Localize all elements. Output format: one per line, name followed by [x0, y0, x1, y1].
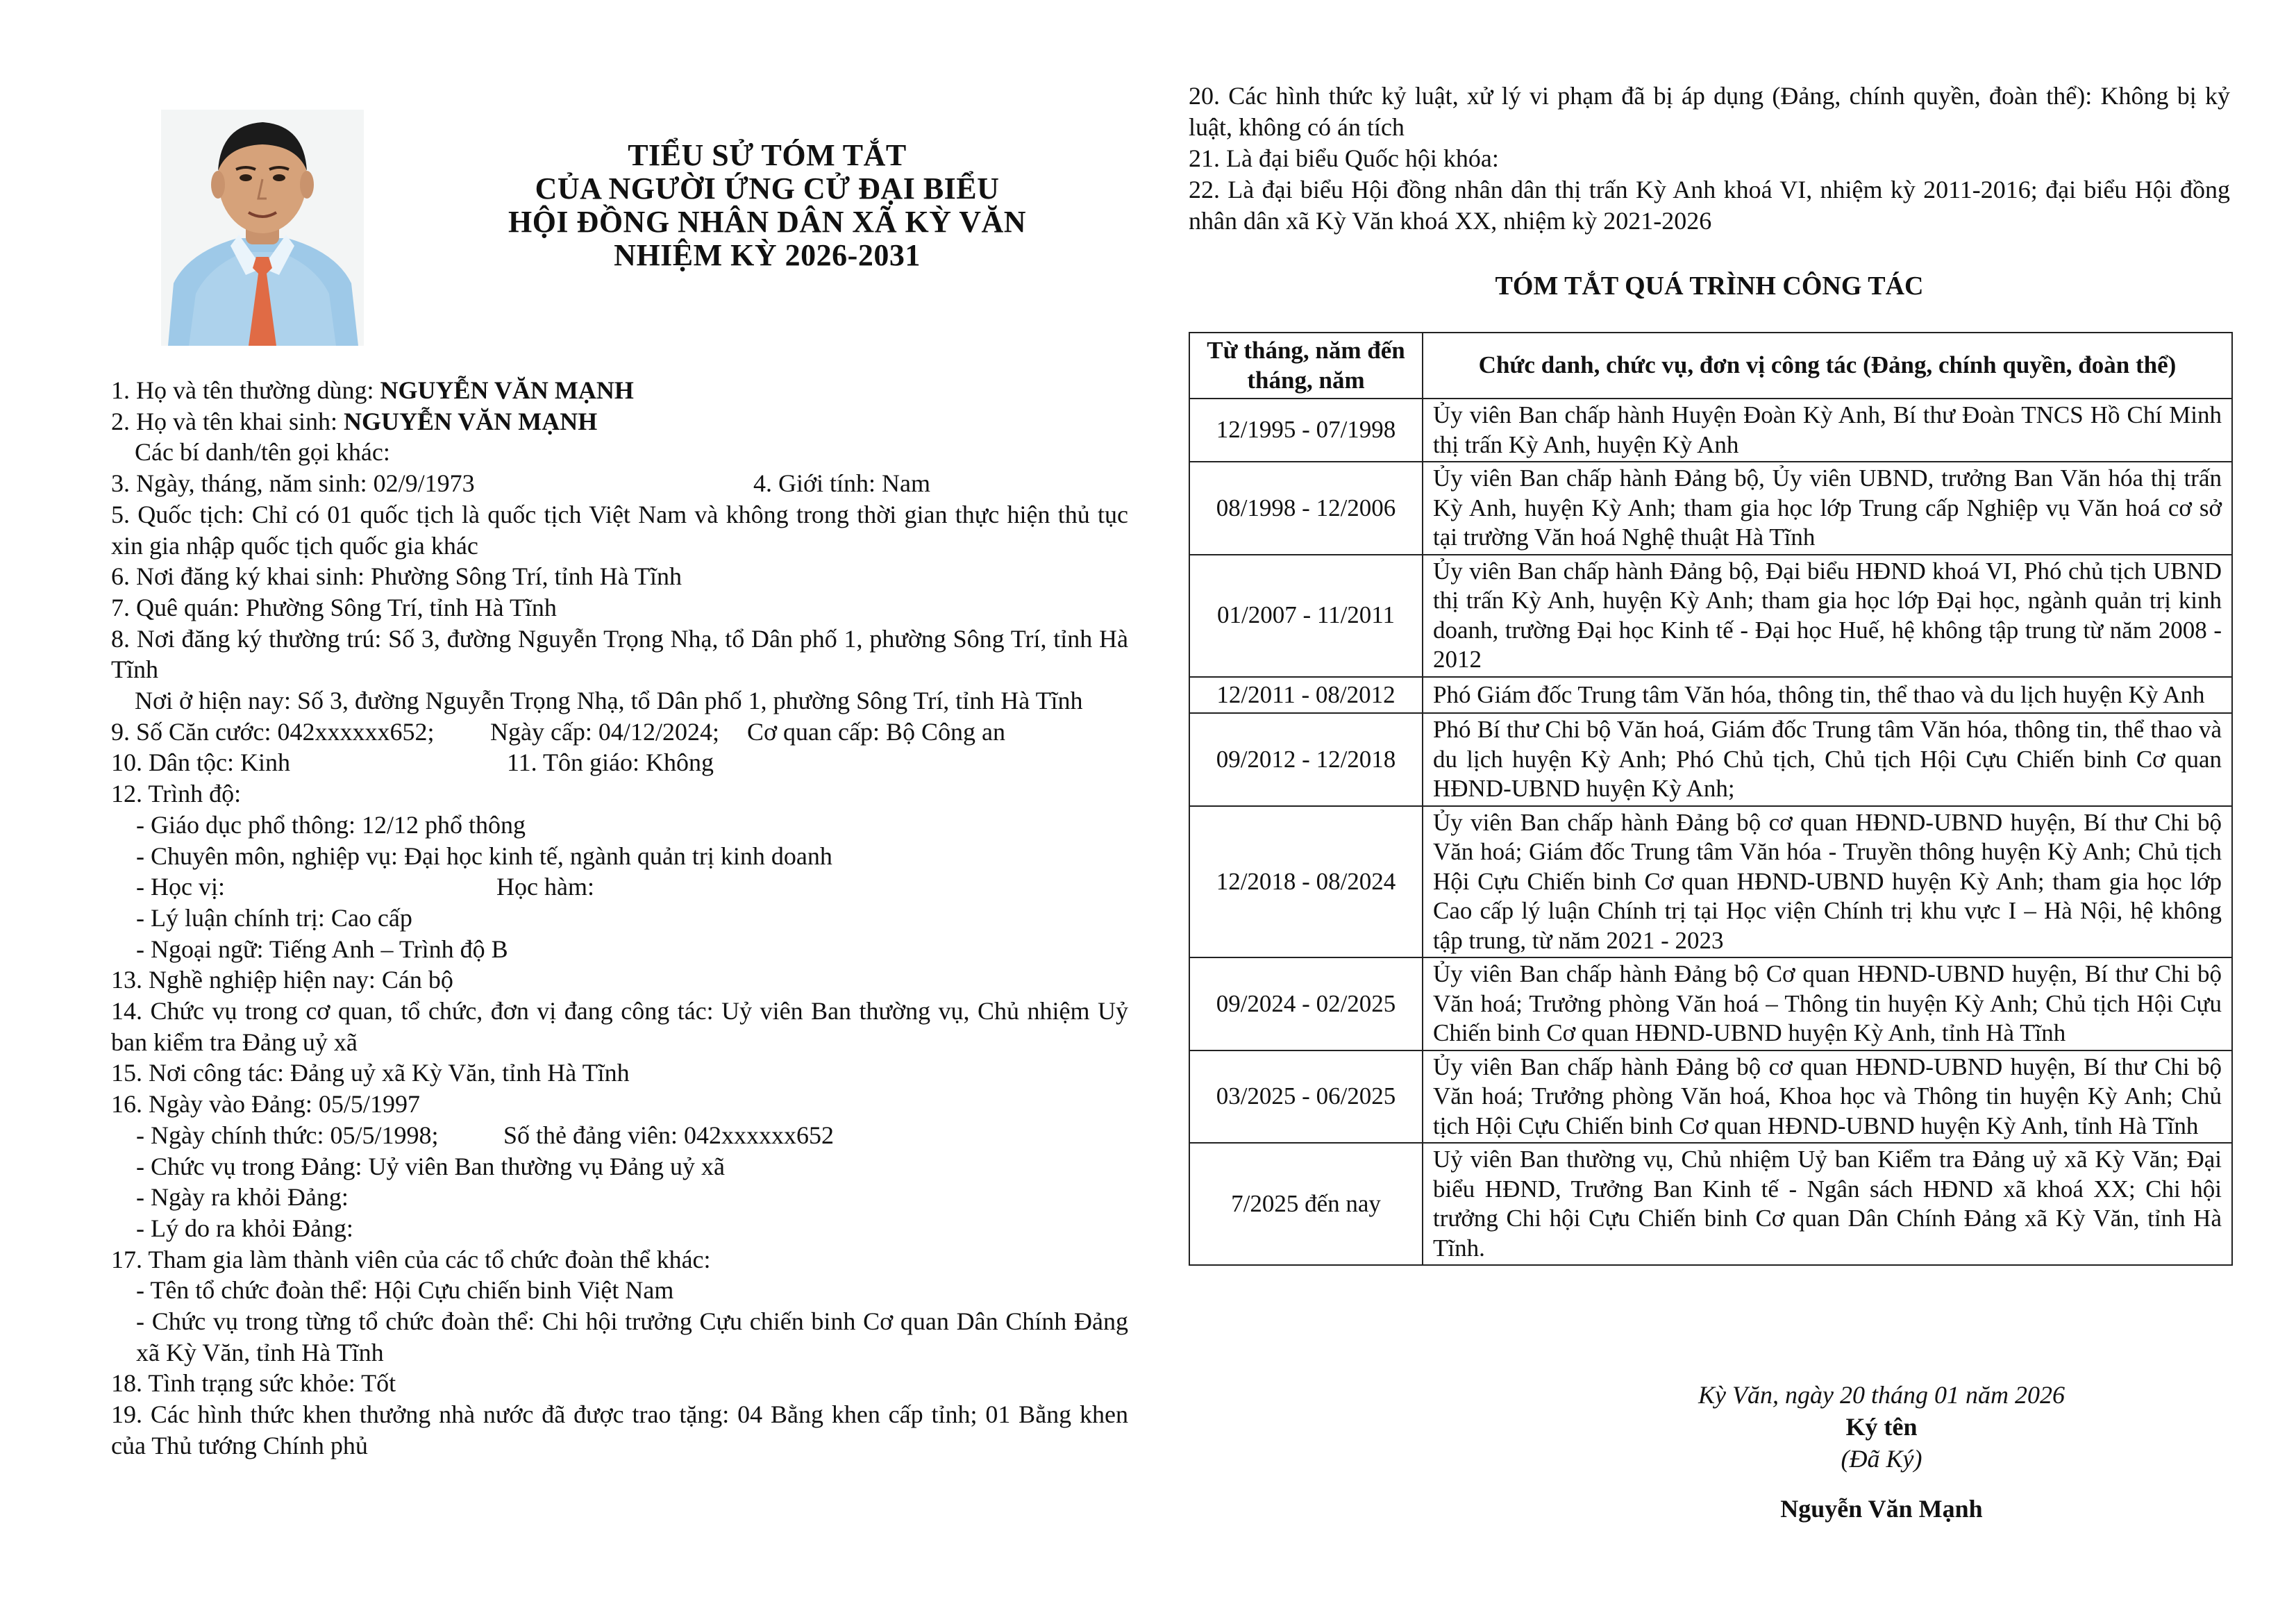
info-degree-row: [111, 871, 1128, 903]
info-foreign-language: - Ngoại ngữ: Tiếng Anh – Trình độ B: [136, 935, 508, 963]
info-party-position: - Chức vụ trong Đảng: Uỷ viên Ban thường vụ Đảng uỷ xã: [136, 1152, 725, 1180]
signer-name: Nguyễn Văn Mạnh: [1780, 1495, 1983, 1523]
description-cell: Ủy viên Ban chấp hành Đảng bộ, Ủy viên UBND, trưởng Ban Văn hóa thị trấn Kỳ Anh, huyện Kỳ Anh; tham gia học lớp Trung cấp Nghiệp vụ Văn hoá cơ sở tại trường Văn hoá Nghệ thuật Hà Tĩnh: [1423, 462, 2232, 555]
info-ethnicity-religion-row: [111, 747, 1128, 778]
description-cell: Ủy viên Ban chấp hành Đảng bộ Cơ quan HĐND-UBND huyện, Bí thư Chi bộ Văn hoá; Trưởng phòng Văn hoá – Thông tin huyện Kỳ Anh; Chủ tịch Hội Cựu Chiến binh Cơ quan HĐND-UBND huyện Kỳ Anh, tỉnh Hà Tĩnh: [1423, 957, 2232, 1050]
info-dob: 3. Ngày, tháng, năm sinh: 02/9/1973: [111, 469, 475, 498]
period-cell: 08/1998 - 12/2006: [1189, 462, 1423, 555]
table-row: [1189, 399, 2232, 462]
description-cell: Phó Bí thư Chi bộ Văn hoá, Giám đốc Trung tâm Văn hóa, thông tin, thể thao và du lịch huyện Kỳ Anh; Phó Chủ tịch, Chủ tịch Hội Cựu Chiến binh Cơ quan HĐND-UBND huyện Kỳ Anh;: [1423, 713, 2232, 806]
title-line-3: HỘI ĐỒNG NHÂN DÂN XÃ KỲ VĂN: [508, 205, 1027, 239]
info-position: 14. Chức vụ trong cơ quan, tổ chức, đơn vị đang công tác: Uỷ viên Ban thường vụ, Chủ nhiệm Uỷ ban kiểm tra Đảng uỷ xã: [111, 997, 1128, 1056]
table-header-row: [1189, 333, 2232, 399]
info-health: 18. Tình trạng sức khỏe: Tốt: [111, 1369, 396, 1398]
info-party-leave-reason: - Lý do ra khỏi Đảng:: [136, 1214, 353, 1242]
info-party-join-date: 16. Ngày vào Đảng: 05/5/1997: [111, 1090, 420, 1119]
info-religion: 11. Tôn giáo: Không: [507, 748, 714, 777]
work-history-heading: TÓM TẮT QUÁ TRÌNH CÔNG TÁC: [1495, 271, 1924, 301]
info-political-theory: - Lý luận chính trị: Cao cấp: [136, 903, 412, 932]
info-nationality: 5. Quốc tịch: Chỉ có 01 quốc tịch là quốc tịch Việt Nam và không trong thời gian thực hiện thủ tục xin gia nhập quốc tịch quốc gia khác: [111, 500, 1128, 560]
period-cell: 7/2025 đến nay: [1189, 1143, 1423, 1265]
info-current-residence: Nơi ở hiện nay: Số 3, đường Nguyễn Trọng Nhạ, tổ Dân phố 1, phường Sông Trí, tỉnh Hà Tĩnh: [135, 687, 1083, 715]
info-occupation: 13. Nghề nghiệp hiện nay: Cán bộ: [111, 966, 453, 994]
table-row: [1189, 555, 2232, 677]
info-workplace: 15. Nơi công tác: Đảng uỷ xã Kỳ Văn, tỉnh Hà Tĩnh: [111, 1059, 630, 1087]
info-organization-name: - Tên tổ chức đoàn thể: Hội Cựu chiến binh Việt Nam: [136, 1276, 674, 1305]
info-party-official-date: - Ngày chính thức: 05/5/1998;: [136, 1121, 439, 1149]
table-row: [1189, 462, 2232, 555]
period-cell: 01/2007 - 11/2011: [1189, 555, 1423, 677]
info-degree: - Học vị:: [136, 873, 225, 901]
full-name-value: NGUYỄN VĂN MẠNH: [380, 376, 634, 404]
description-cell: Ủy viên Ban chấp hành Đảng bộ cơ quan HĐND-UBND huyện, Bí thư Chi bộ Văn hoá; Trưởng phòng Văn hoá, Khoa học và Thông tin huyện Kỳ Anh; Chủ tịch Hội Cựu Chiến binh Cơ quan HĐND-UBND huyện Kỳ Anh, tỉnh Hà Tĩnh: [1423, 1050, 2232, 1144]
info-ethnicity: 10. Dân tộc: Kinh: [111, 748, 290, 777]
info-hometown: 7. Quê quán: Phường Sông Trí, tỉnh Hà Tĩnh: [111, 593, 557, 621]
period-cell: 12/2011 - 08/2012: [1189, 677, 1423, 714]
info-organizations-heading: 17. Tham gia làm thành viên của các tổ chức đoàn thể khác:: [111, 1245, 711, 1273]
description-cell: Ủy viên Ban chấp hành Đảng bộ cơ quan HĐND-UBND huyện, Bí thư Chi bộ Văn hoá; Giám đốc Trung tâm Văn hóa - Truyền thông huyện Kỳ Anh; Chủ tịch Hội Cựu Chiến binh Cơ quan HĐND-UBND huyện Kỳ Anh; tham gia học lớp Cao cấp lý luận Chính trị tại Học viện Chính trị khu vực I – Hà Nội, hệ không tập trung, từ năm 2021 - 2023: [1423, 806, 2232, 958]
signature-block: [1590, 1379, 2173, 1525]
work-history-table: [1189, 332, 2233, 1266]
info-national-assembly: 21. Là đại biểu Quốc hội khóa:: [1189, 144, 1499, 172]
info-id-issuer: Cơ quan cấp: Bộ Công an: [747, 717, 1005, 746]
table-row: [1189, 1050, 2232, 1144]
right-column-info: [1189, 81, 2230, 237]
info-general-education: - Giáo dục phổ thông: 12/12 phổ thông: [136, 810, 526, 839]
place-date: Kỳ Văn, ngày 20 tháng 01 năm 2026: [1698, 1381, 2065, 1409]
info-discipline: 20. Các hình thức kỷ luật, xử lý vi phạm đã bị áp dụng (Đảng, chính quyền, đoàn thể): Không bị kỷ luật, không có án tích: [1189, 82, 2230, 141]
period-cell: 03/2025 - 06/2025: [1189, 1050, 1423, 1144]
info-id-issue-date: Ngày cấp: 04/12/2024;: [490, 717, 719, 746]
title-line-4: NHIỆM KỲ 2026-2031: [614, 238, 921, 272]
info-id-row: [111, 717, 1128, 748]
column-header-position: Chức danh, chức vụ, đơn vị công tác (Đảng, chính quyền, đoàn thể): [1423, 333, 2232, 399]
birth-name-value: NGUYỄN VĂN MẠNH: [343, 407, 598, 435]
personal-info: [111, 375, 1128, 1462]
description-cell: Ủy viên Ban chấp hành Đảng bộ, Đại biểu HĐND khoá VI, Phó chủ tịch UBND thị trấn Kỳ Anh, huyện Kỳ Anh; tham gia học lớp Đại học, ngành quản trị kinh doanh, trường Đại học Kinh tế - Đại học Huế, hệ không tập trung từ năm 2008 - 2012: [1423, 555, 2232, 677]
info-education-heading: 12. Trình độ:: [111, 780, 242, 808]
info-organization-position: - Chức vụ trong từng tổ chức đoàn thể: Chi hội trưởng Cựu chiến binh Cơ quan Dân Chính Đảng xã Kỳ Văn, tỉnh Hà Tĩnh: [136, 1307, 1128, 1366]
table-row: [1189, 1143, 2232, 1265]
period-cell: 09/2024 - 02/2025: [1189, 957, 1423, 1050]
info-awards: 19. Các hình thức khen thưởng nhà nước đã được trao tặng: 04 Bằng khen cấp tỉnh; 01 Bằng khen của Thủ tướng Chính phủ: [111, 1400, 1128, 1459]
info-birth-name: 2. Họ và tên khai sinh: NGUYỄN VĂN MẠNH: [111, 407, 598, 435]
table-row: [1189, 957, 2232, 1050]
table-row: [1189, 677, 2232, 714]
info-party-card-number: Số thẻ đảng viên: 042xxxxxx652: [503, 1121, 834, 1149]
sign-label: Ký tên: [1845, 1413, 1918, 1441]
info-council-history: 22. Là đại biểu Hội đồng nhân dân thị trấn Kỳ Anh khoá VI, nhiệm kỳ 2011-2016; đại biểu Hội đồng nhân dân xã Kỳ Văn khoá XX, nhiệm kỳ 2021-2026: [1189, 176, 2230, 235]
info-academic-title: Học hàm:: [496, 873, 594, 901]
signed-note: (Đã Ký): [1841, 1445, 1922, 1473]
description-cell: Phó Giám đốc Trung tâm Văn hóa, thông tin, thể thao và du lịch huyện Kỳ Anh: [1423, 677, 2232, 714]
document-title: [389, 139, 1146, 272]
description-cell: Uỷ viên Ban thường vụ, Chủ nhiệm Uỷ ban Kiểm tra Đảng uỷ xã Kỳ Văn; Đại biểu HĐND, Trưởng Ban Kinh tế - Ngân sách HĐND xã khoá XX; Chi hội trưởng Chi hội Cựu Chiến binh Cơ quan Dân Chính Đảng xã Kỳ Văn, tỉnh Hà Tĩnh.: [1423, 1143, 2232, 1265]
column-header-period: Từ tháng, năm đến tháng, năm: [1189, 333, 1423, 399]
info-permanent-residence: 8. Nơi đăng ký thường trú: Số 3, đường Nguyễn Trọng Nhạ, tổ Dân phố 1, phường Sông Trí, tỉnh Hà Tĩnh: [111, 624, 1128, 684]
table-row: [1189, 806, 2232, 958]
info-id-number: 9. Số Căn cước: 042xxxxxx652;: [111, 717, 435, 746]
table-row: [1189, 713, 2232, 806]
info-aliases: Các bí danh/tên gọi khác:: [135, 438, 390, 467]
info-party-leave-date: - Ngày ra khỏi Đảng:: [136, 1183, 349, 1212]
period-cell: 12/1995 - 07/1998: [1189, 399, 1423, 462]
info-gender: 4. Giới tính: Nam: [753, 469, 931, 498]
title-line-1: TIỂU SỬ TÓM TẮT: [628, 138, 907, 172]
title-line-2: CỦA NGƯỜI ỨNG CỬ ĐẠI BIỂU: [535, 171, 1000, 206]
info-specialization: - Chuyên môn, nghiệp vụ: Đại học kinh tế, ngành quản trị kinh doanh: [136, 842, 832, 870]
period-cell: 12/2018 - 08/2024: [1189, 806, 1423, 958]
portrait-photo: [161, 110, 364, 346]
info-full-name: 1. Họ và tên thường dùng: NGUYỄN VĂN MẠNH: [111, 376, 634, 404]
description-cell: Ủy viên Ban chấp hành Huyện Đoàn Kỳ Anh, Bí thư Đoàn TNCS Hồ Chí Minh thị trấn Kỳ Anh, huyện Kỳ Anh: [1423, 399, 2232, 462]
info-party-official-row: [111, 1120, 1128, 1151]
period-cell: 09/2012 - 12/2018: [1189, 713, 1423, 806]
info-birth-registration: 6. Nơi đăng ký khai sinh: Phường Sông Trí, tỉnh Hà Tĩnh: [111, 562, 682, 591]
info-dob-gender-row: [111, 468, 1128, 499]
